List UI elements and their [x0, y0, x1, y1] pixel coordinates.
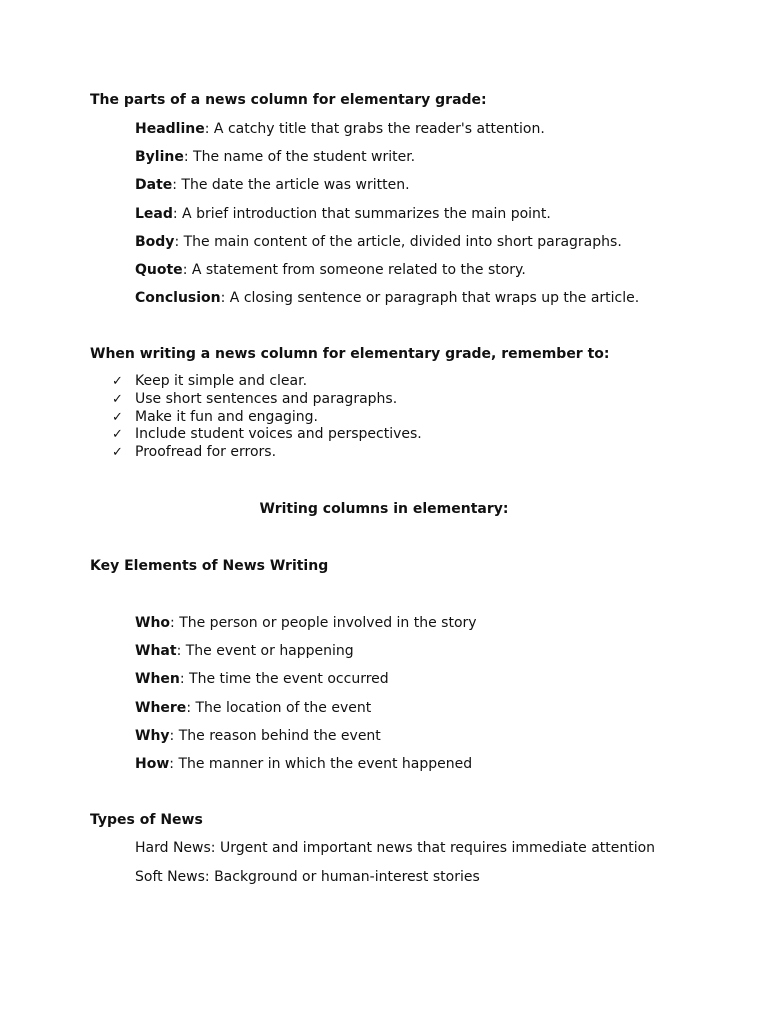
term: What	[135, 643, 177, 660]
list-item	[135, 726, 477, 754]
list-item	[135, 641, 477, 669]
term: When	[135, 671, 180, 688]
list-item: Soft News: Background or human-interest stories	[135, 869, 480, 885]
term: Why	[135, 727, 170, 744]
checklist-text: Include student voices and perspectives.	[135, 426, 422, 443]
list-item	[135, 613, 477, 641]
checklist-item	[112, 409, 422, 427]
checklist-item	[112, 391, 422, 409]
description: : The person or people involved in the story	[170, 615, 477, 631]
list-item	[135, 260, 639, 288]
checklist-item	[112, 373, 422, 391]
description: : A catchy title that grabs the reader's attention.	[204, 121, 545, 137]
checkmark-icon: ✓	[112, 374, 123, 389]
term: Quote	[135, 261, 183, 278]
term: Lead	[135, 205, 173, 222]
checklist-text: Make it fun and engaging.	[135, 408, 319, 425]
term: Byline	[135, 149, 184, 166]
checklist-item	[112, 426, 422, 444]
description: : The location of the event	[186, 699, 372, 716]
checkmark-icon: ✓	[112, 409, 123, 425]
checklist-text: Use short sentences and paragraphs.	[135, 390, 398, 407]
list-item	[135, 204, 639, 232]
description: : The reason behind the event	[169, 727, 381, 744]
types-list	[135, 838, 655, 896]
parts-list	[135, 119, 639, 316]
list-item	[135, 119, 639, 147]
list-item	[135, 669, 477, 697]
term: Body	[135, 233, 175, 250]
description: : A statement from someone related to the story.	[182, 261, 526, 278]
term: Conclusion	[135, 290, 221, 307]
remember-heading: When writing a news column for elementary grade, remember to:	[90, 346, 610, 362]
remember-checklist	[112, 373, 422, 462]
parts-heading: The parts of a news column for elementary grade:	[90, 92, 487, 108]
list-item	[135, 698, 477, 726]
description: : The manner in which the event happened	[169, 755, 473, 772]
list-item	[135, 147, 639, 175]
key-elements-list	[135, 613, 477, 782]
columns-heading: Writing columns in elementary:	[259, 501, 509, 517]
key-elements-heading: Key Elements of News Writing	[90, 558, 329, 574]
term: Where	[135, 699, 187, 716]
list-item	[135, 175, 639, 203]
list-item	[135, 232, 639, 260]
description: : The main content of the article, divided into short paragraphs.	[174, 233, 622, 250]
description: : The event or happening	[176, 643, 354, 660]
checkmark-icon: ✓	[112, 391, 123, 407]
checkmark-icon: ✓	[112, 427, 123, 443]
checkmark-icon: ✓	[112, 445, 123, 461]
term: Date	[135, 177, 173, 194]
term: Who	[135, 615, 171, 631]
description: : A closing sentence or paragraph that wraps up the article.	[220, 290, 640, 307]
list-item	[135, 754, 477, 782]
checklist-item	[112, 444, 422, 462]
description: : The time the event occurred	[179, 671, 389, 688]
checklist-text: Keep it simple and clear.	[135, 373, 308, 389]
description: : A brief introduction that summarizes the main point.	[172, 205, 551, 222]
term: How	[135, 755, 170, 772]
description: : The date the article was written.	[172, 177, 410, 194]
list-item: Hard News: Urgent and important news that requires immediate attention	[135, 840, 656, 856]
checklist-text: Proofread for errors.	[135, 444, 277, 461]
description: : The name of the student writer.	[183, 149, 416, 166]
types-heading: Types of News	[90, 812, 203, 828]
term: Headline	[135, 121, 205, 137]
list-item	[135, 288, 639, 316]
